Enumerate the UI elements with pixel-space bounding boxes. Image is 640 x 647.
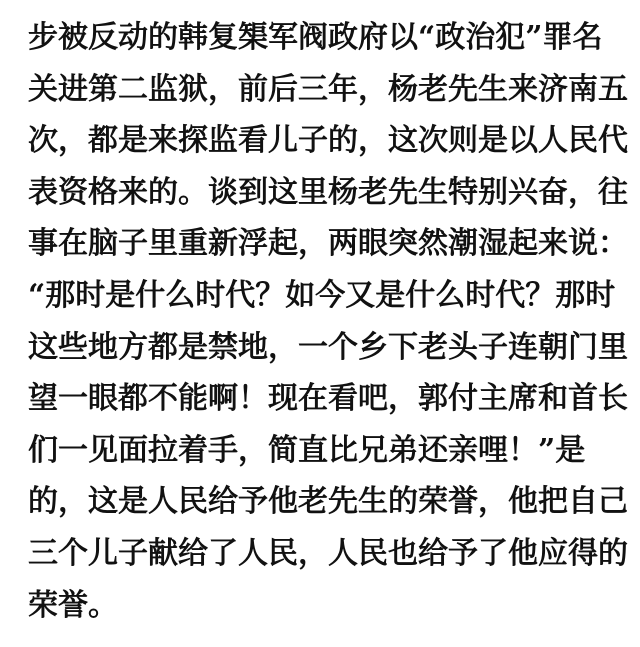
text-line-6: “那时是什么时代？如今又是什么时代？那时 — [28, 277, 616, 313]
text-line-9: 们一见面拉着手，简直比兄弟还亲哩！”是 — [28, 432, 586, 468]
text-line-3: 次，都是来探监看儿子的，这次则是以人民代 — [28, 123, 628, 159]
text-line-5: 事在脑子里重新浮起，两眼突然潮湿起来说： — [28, 226, 628, 262]
text-line-10: 的，这是人民给予他老先生的荣誉，他把自己 — [28, 484, 628, 520]
text-line-1: 步被反动的韩复榘军阀政府以“政治犯”罪名 — [28, 20, 603, 55]
text-line-12: 荣誉。 — [28, 587, 118, 623]
document-text — [28, 12, 628, 631]
text-line-7: 这些地方都是禁地，一个乡下老头子连朝门里 — [28, 329, 628, 365]
text-line-8: 望一眼都不能啊！现在看吧，郭付主席和首长 — [28, 381, 628, 417]
text-line-4: 表资格来的。谈到这里杨老先生特别兴奋，往 — [28, 174, 628, 210]
text-line-2: 关进第二监狱，前后三年，杨老先生来济南五 — [28, 71, 628, 107]
text-line-11: 三个儿子献给了人民，人民也给予了他应得的 — [28, 535, 628, 571]
